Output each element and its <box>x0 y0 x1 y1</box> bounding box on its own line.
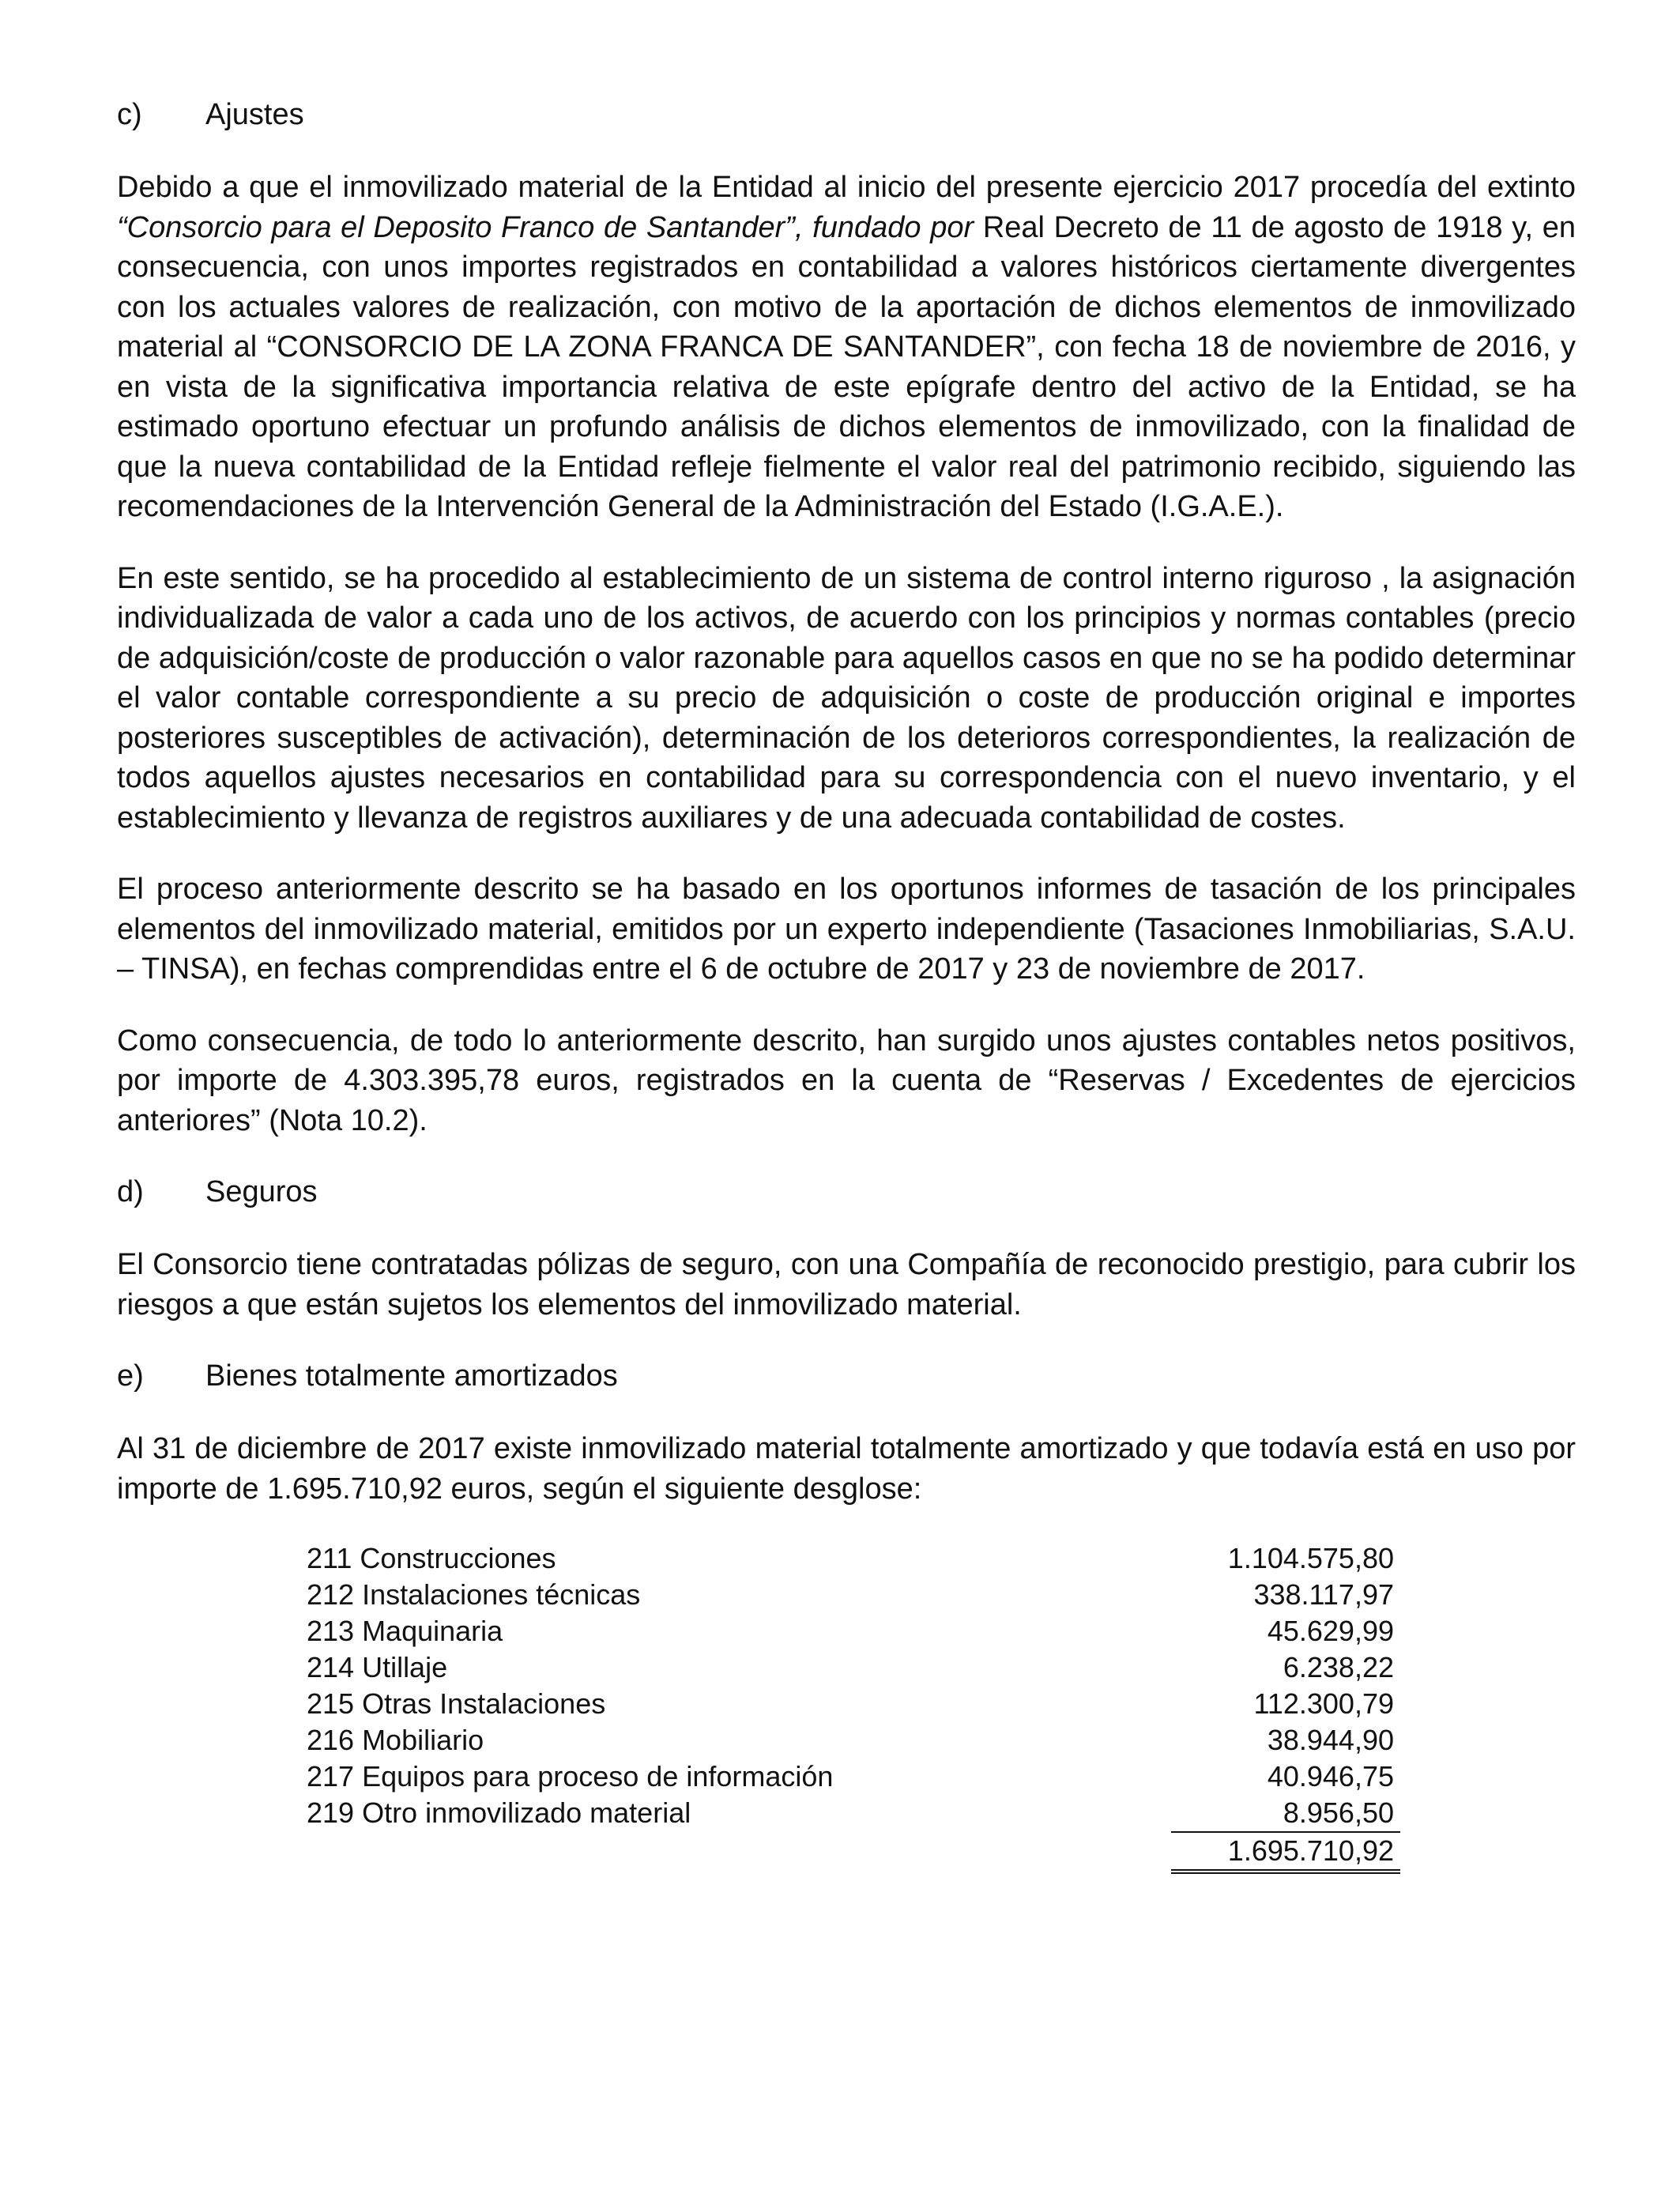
row-label: 217 Equipos para proceso de información <box>307 1760 834 1793</box>
row-label: 212 Instalaciones técnicas <box>307 1578 641 1611</box>
row-amount: 338.117,97 <box>1253 1578 1394 1611</box>
row-label: 211 Construcciones <box>307 1542 556 1574</box>
breakdown-row <box>307 1759 1400 1795</box>
breakdown-row <box>307 1686 1400 1722</box>
breakdown-total-row <box>307 1833 1400 1874</box>
section-c-paragraph-3: El proceso anteriormente descrito se ha basado en los oportunos informes de tasación de los principales elementos del inmovilizado material, emitidos por un experto independiente (Tasaciones Inmobiliarias, S.A.U. – TINSA), en fechas comprendidas entre el 6 de octubre de 2017 y 23 de noviembre de 2017. <box>117 873 1576 986</box>
document-page <box>117 95 1576 1874</box>
row-label: 216 Mobiliario <box>307 1724 484 1756</box>
breakdown-row <box>307 1795 1400 1833</box>
row-amount: 38.944,90 <box>1267 1724 1394 1756</box>
breakdown-row <box>307 1649 1400 1686</box>
row-label: 214 Utillaje <box>307 1651 448 1683</box>
para1-part-b: “Consorcio para el Deposito Franco de Santander”, fundado por <box>117 210 974 244</box>
para1-part-a: Debido a que el inmovilizado material de la Entidad al inicio del presente ejercicio 2017 procedía del extinto <box>117 171 1576 204</box>
row-amount: 8.956,50 <box>1171 1795 1400 1833</box>
row-amount: 1.104.575,80 <box>1227 1542 1394 1574</box>
section-c-heading <box>117 95 1576 134</box>
breakdown-row <box>307 1722 1400 1759</box>
section-c-paragraph-1 <box>117 168 1576 527</box>
row-amount: 45.629,99 <box>1267 1615 1394 1647</box>
row-amount: 6.238,22 <box>1283 1651 1394 1683</box>
section-d-heading <box>117 1172 1576 1212</box>
section-e-heading <box>117 1356 1576 1396</box>
section-e-letter: e) <box>117 1359 144 1393</box>
section-c-letter: c) <box>117 98 142 131</box>
row-label: 215 Otras Instalaciones <box>307 1687 606 1720</box>
row-label: 213 Maquinaria <box>307 1615 503 1647</box>
amortized-assets-breakdown <box>307 1540 1400 1874</box>
section-e-title: Bienes totalmente amortizados <box>205 1359 618 1393</box>
row-amount: 112.300,79 <box>1253 1687 1394 1720</box>
section-d-title: Seguros <box>205 1175 318 1208</box>
breakdown-row <box>307 1577 1400 1613</box>
section-c-title: Ajustes <box>205 98 304 131</box>
section-e-paragraph-1: Al 31 de diciembre de 2017 existe inmovilizado material totalmente amortizado y que todavía está en uso por importe de 1.695.710,92 euros, según el siguiente desglose: <box>117 1432 1576 1506</box>
section-c-paragraph-4: Como consecuencia, de todo lo anteriormente descrito, han surgido unos ajustes contables netos positivos, por importe de 4.303.395,78 euros, registrados en la cuenta de “Reservas / Excedentes de ejercicios anteriores” (Nota 10.2). <box>117 1023 1576 1137</box>
section-d-letter: d) <box>117 1175 144 1208</box>
breakdown-row <box>307 1540 1400 1577</box>
para1-part-c: Real Decreto de 11 de agosto de 1918 y, en consecuencia, con unos importes registrados en contabilidad a valores históricos ciertamente divergentes con los actuales valores de realización, con motivo de la aportación de dichos elementos de inmovilizado material al “CONSORCIO DE LA ZONA FRANCA DE SANTANDER”, con fecha 18 de noviembre de 2016, y en vista de la significativa importancia relativa de este epígrafe dentro del activo de la Entidad, se ha estimado oportuno efectuar un profundo análisis de dichos elementos de inmovilizado, con la finalidad de que la nueva contabilidad de la Entidad refleje fielmente el valor real del patrimonio recibido, siguiendo las recomendaciones de la Intervención General de la Administración del Estado (I.G.A.E.). <box>117 210 1576 523</box>
total-amount: 1.695.710,92 <box>1171 1833 1400 1874</box>
breakdown-row <box>307 1613 1400 1649</box>
section-d-paragraph-1: El Consorcio tiene contratadas pólizas de seguro, con una Compañía de reconocido prestigio, para cubrir los riesgos a que están sujetos los elementos del inmovilizado material. <box>117 1248 1576 1321</box>
row-amount: 40.946,75 <box>1267 1760 1394 1793</box>
section-c-paragraph-2: En este sentido, se ha procedido al establecimiento de un sistema de control interno riguroso , la asignación individualizada de valor a cada uno de los activos, de acuerdo con los principios y normas contables (precio de adquisición/coste de producción o valor razonable para aquellos casos en que no se ha podido determinar el valor contable correspondiente a su precio de adquisición o coste de producción original e importes posteriores susceptibles de activación), determinación de los deterioros correspondientes, la realización de todos aquellos ajustes necesarios en contabilidad para su correspondencia con el nuevo inventario, y el establecimiento y llevanza de registros auxiliares y de una adecuada contabilidad de costes. <box>117 561 1576 835</box>
row-label: 219 Otro inmovilizado material <box>307 1796 691 1829</box>
